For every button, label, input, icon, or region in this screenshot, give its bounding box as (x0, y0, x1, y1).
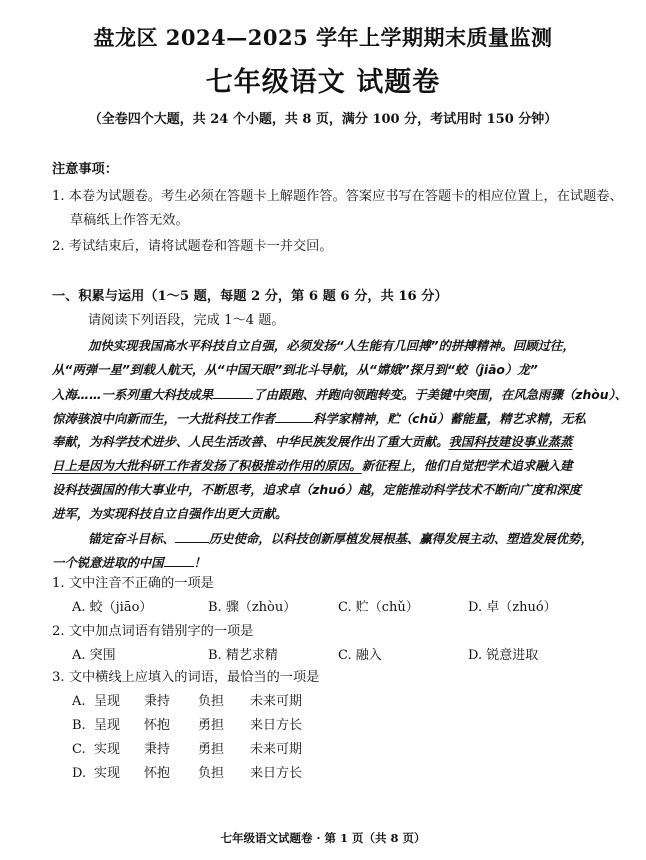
option-letter: C. (338, 648, 352, 663)
option-word: 未来可期 (250, 742, 303, 757)
option-letter: A. (72, 648, 86, 663)
option-word: 未来可期 (250, 694, 303, 709)
option-word: 呈现 (94, 718, 121, 733)
option-word: 精艺求精 (225, 648, 278, 663)
option-word: 突围 (89, 648, 116, 663)
option-letter: D. (468, 648, 483, 663)
exam-title: 盘龙区 2024—2025 学年上学期期末质量监测 (93, 25, 553, 50)
passage-text: 入海……一系列重大科技成果 (52, 387, 214, 402)
passage-line (52, 456, 572, 476)
option-word: 呈现 (94, 694, 121, 709)
underlined-sentence: 我国科技建设事业蒸蒸 (448, 434, 573, 449)
q3-option-b[interactable] (72, 716, 303, 736)
passage-text: 历史使命，以科技创新厚植发展根基、赢得发展主动、塑造发展优势， (208, 531, 593, 546)
option-word: 负担 (198, 694, 225, 709)
q3-option-c[interactable] (72, 740, 303, 760)
answer-blank (164, 552, 194, 567)
option-word: 秉持 (144, 694, 171, 709)
option-word: 勇担 (198, 718, 225, 733)
passage-text: 奉献，为科学技术进步、人民生活改善、中华民族发展作出了重大贡献。 (52, 434, 449, 449)
exam-subtitle: 七年级语文 试题卷 (205, 67, 441, 98)
option-letter: A. (72, 694, 86, 709)
section-1-instruction: 请阅读下列语段，完成 1～4 题。 (88, 313, 285, 328)
passage-text: 一个锐意进取的中国 (52, 555, 164, 570)
answer-blank (175, 528, 209, 543)
passage-line: 进军，为实现科技自立自强作出更大贡献。 (52, 506, 288, 521)
passage-text: ！ (193, 555, 206, 570)
q1-option-a[interactable]: A. 蛟（jiāo） (72, 600, 153, 615)
section-1-heading: 一、积累与运用（1～5 题，每题 2 分，第 6 题 6 分，共 16 分） (52, 289, 448, 304)
passage-text: 科学家精神，贮（chǔ）蓄能量，精艺求精，无私 (313, 411, 586, 426)
q2-option-a[interactable] (72, 646, 116, 666)
passage-line: 从“两弹一星”到载人航天，从“中国天眼”到北斗导航，从“嫦娥”探月到“蛟（jiāo）龙” (52, 362, 538, 377)
option-word: 来日方长 (250, 718, 303, 733)
notice-item-1-cont: 草稿纸上作答无效。 (70, 213, 189, 228)
option-word: 锐意进取 (486, 648, 539, 663)
passage-text: 锚定奋斗目标、 (88, 531, 175, 546)
option-letter: B. (208, 648, 222, 663)
passage-line (88, 528, 593, 549)
passage-text: 新征程上，他们自觉把学术追求融入建 (361, 458, 573, 473)
option-word: 负担 (198, 766, 225, 781)
q1-option-d[interactable]: D. 卓（zhuó） (468, 600, 557, 615)
option-word: 勇担 (198, 742, 225, 757)
passage-line: 设科技强国的伟大事业中，不断思考，追求卓（zhuó）越，定能推动科学技术不断向广度和深度 (52, 482, 581, 497)
question-2-stem: 2. 文中加点词语有错别字的一项是 (52, 624, 254, 639)
exam-info: （全卷四个大题，共 24 个小题，共 8 页，满分 100 分，考试用时 150 分钟） (88, 112, 558, 127)
option-letter: B. (72, 718, 86, 733)
option-word: 怀抱 (144, 766, 171, 781)
q2-option-c[interactable] (338, 646, 382, 666)
notice-heading: 注意事项： (52, 162, 118, 177)
underlined-sentence: 日上是因为大批科研工作者发扬了积极推动作用的原因。 (52, 458, 362, 473)
q1-option-b[interactable]: B. 骤（zhòu） (208, 600, 297, 615)
q1-option-c[interactable]: C. 贮（chǔ） (338, 600, 419, 615)
option-word: 实现 (94, 766, 121, 781)
passage-text: 惊涛骇浪中向新而生，一大批科技工作者 (52, 411, 276, 426)
option-word: 怀抱 (144, 718, 171, 733)
option-letter: D. (72, 766, 87, 781)
passage-line (52, 408, 586, 429)
q2-option-d[interactable] (468, 646, 538, 666)
passage-line (52, 552, 206, 573)
option-word: 融入 (355, 648, 382, 663)
passage-line (52, 384, 627, 405)
page-footer: 七年级语文试题卷 · 第 1 页（共 8 页） (220, 831, 426, 845)
q2-option-b[interactable] (208, 646, 278, 666)
notice-item-1: 1. 本卷为试题卷。考生必须在答题卡上解题作答。答案应书写在答题卡的相应位置上，在试题卷、 (52, 189, 623, 204)
passage-text: 了由跟跑、并跑向领跑转变。于美键中突围，在风急雨骤（zhòu）、 (253, 387, 628, 402)
q3-option-a[interactable] (72, 692, 303, 712)
option-word: 秉持 (144, 742, 171, 757)
notice-item-2: 2. 考试结束后，请将试题卷和答题卡一并交回。 (52, 239, 333, 254)
answer-blank (275, 408, 313, 423)
passage-line: 加快实现我国高水平科技自立自强，必须发扬“人生能有几回搏”的拼搏精神。回顾过往， (88, 338, 575, 353)
option-word: 实现 (94, 742, 121, 757)
q3-option-d[interactable] (72, 764, 303, 784)
passage-line (52, 432, 572, 452)
question-1-stem: 1. 文中注音不正确的一项是 (52, 576, 214, 591)
option-word: 来日方长 (250, 766, 303, 781)
question-3-stem: 3. 文中横线上应填入的词语，最恰当的一项是 (52, 670, 320, 685)
answer-blank (213, 384, 253, 399)
option-letter: C. (72, 742, 86, 757)
